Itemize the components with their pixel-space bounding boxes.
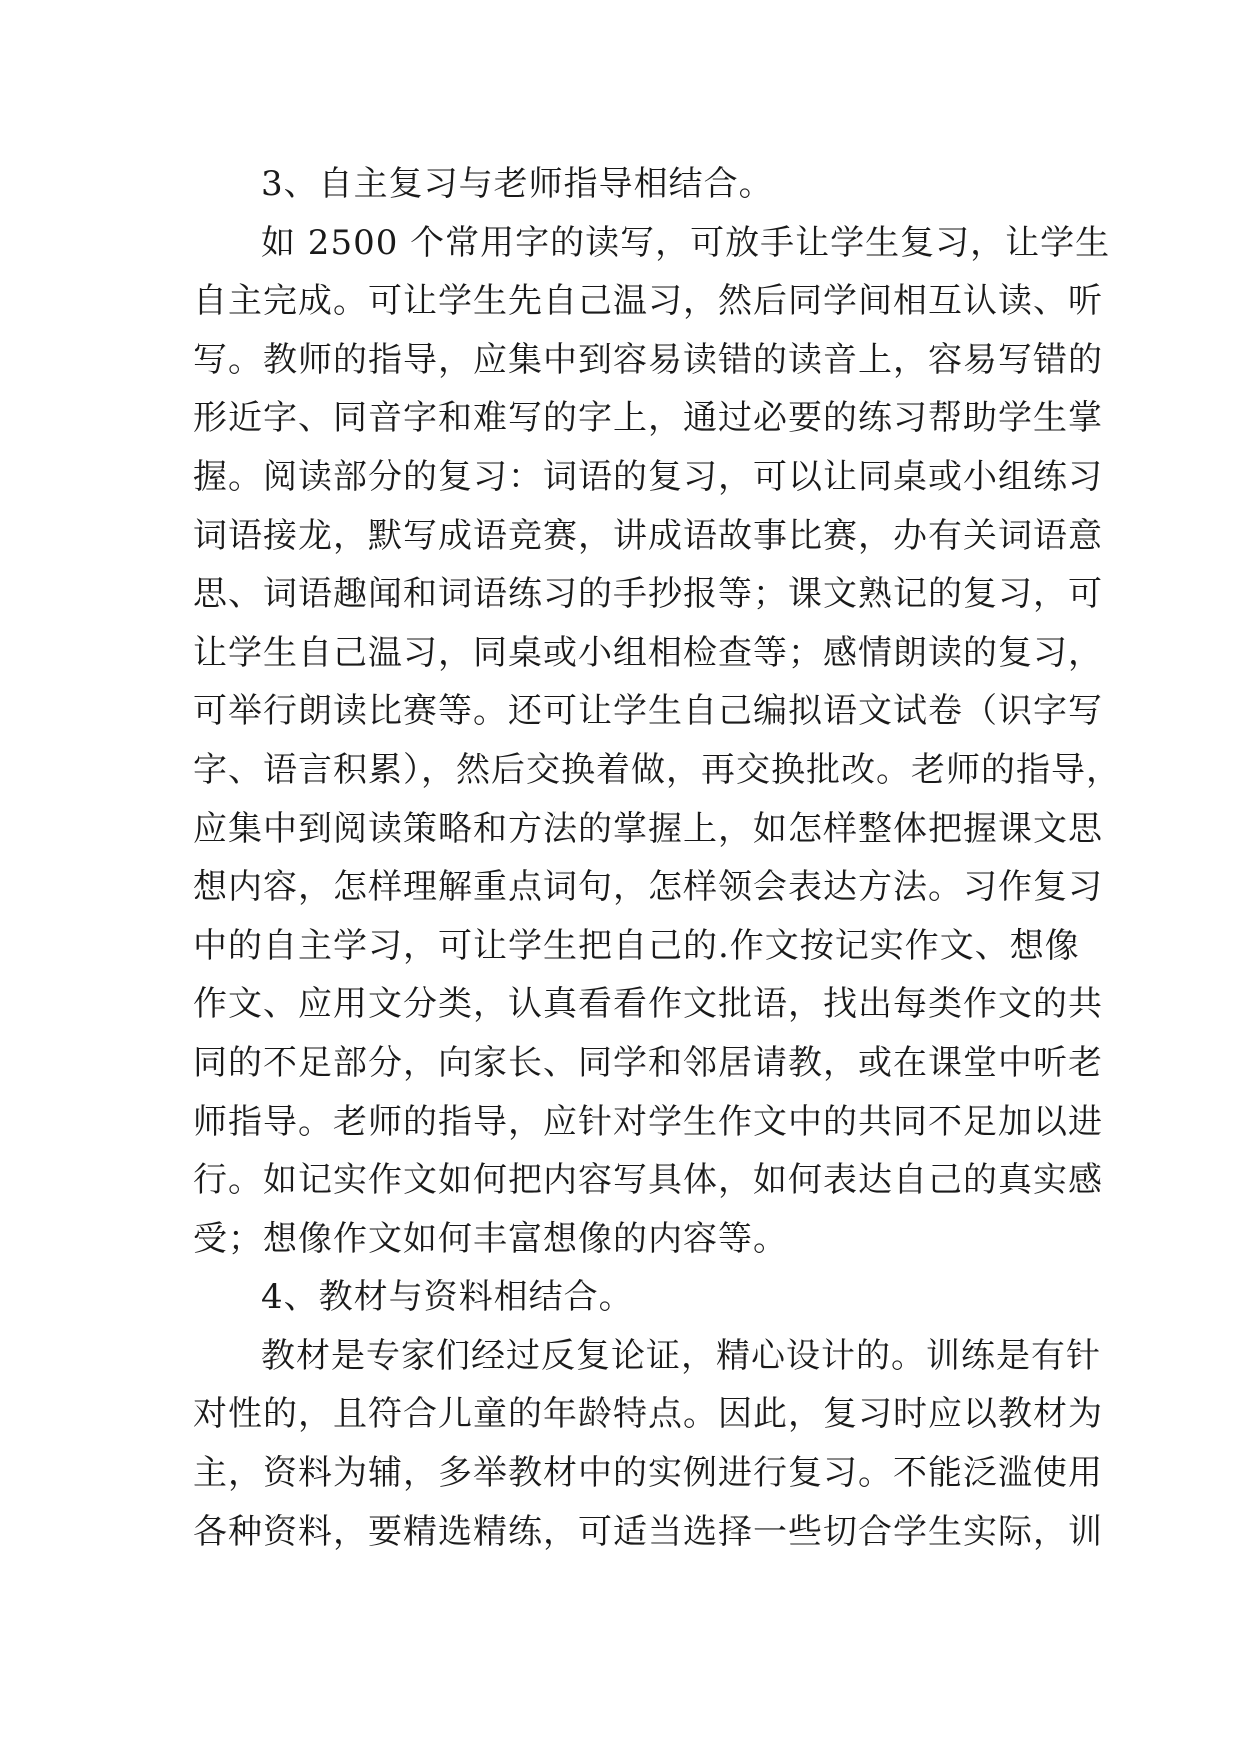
text-line: 教材是专家们经过反复论证，精心设计的。训练是有针 <box>261 1335 1101 1376</box>
body-text <box>193 155 1121 1561</box>
text-line: 让学生自己温习，同桌或小组相检查等；感情朗读的复习， <box>193 632 1103 673</box>
text-line: 想内容，怎样理解重点词句，怎样领会表达方法。习作复习 <box>193 867 1103 908</box>
text-line: 如 2500 个常用字的读写，可放手让学生复习，让学生 <box>261 222 1111 263</box>
text-line: 作文、应用文分类，认真看看作文批语，找出每类作文的共 <box>193 984 1103 1025</box>
text-line: 3、自主复习与老师指导相结合。 <box>261 164 774 204</box>
text-line: 可举行朗读比赛等。还可让学生自己编拟语文试卷（识字写 <box>193 691 1103 732</box>
text-line: 主，资料为辅，多举教材中的实例进行复习。不能泛滥使用 <box>193 1453 1103 1494</box>
text-line: 写。教师的指导，应集中到容易读错的读音上，容易写错的 <box>193 339 1103 380</box>
text-line: 自主完成。可让学生先自己温习，然后同学间相互认读、听 <box>193 281 1103 322</box>
text-line: 形近字、同音字和难写的字上，通过必要的练习帮助学生掌 <box>193 398 1103 439</box>
text-line: 思、词语趣闻和词语练习的手抄报等；课文熟记的复习，可 <box>193 574 1103 615</box>
text-line: 词语接龙，默写成语竞赛，讲成语故事比赛，办有关词语意 <box>193 515 1103 556</box>
text-line: 行。如记实作文如何把内容写具体，如何表达自己的真实感 <box>193 1160 1103 1201</box>
text-line: 师指导。老师的指导，应针对学生作文中的共同不足加以进 <box>193 1101 1103 1142</box>
text-line: 握。阅读部分的复习：词语的复习，可以让同桌或小组练习 <box>193 456 1103 497</box>
text-line: 字、语言积累），然后交换着做，再交换批改。老师的指导， <box>193 749 1121 790</box>
text-line: 4、教材与资料相结合。 <box>261 1277 634 1318</box>
text-line: 应集中到阅读策略和方法的掌握上，如怎样整体把握课文思 <box>193 808 1103 849</box>
text-line: 各种资料，要精选精练，可适当选择一些切合学生实际，训 <box>193 1511 1103 1552</box>
text-line: 受；想像作文如何丰富想像的内容等。 <box>193 1218 788 1259</box>
text-line: 中的自主学习，可让学生把自己的.作文按记实作文、想像 <box>193 925 1080 966</box>
text-line: 对性的，且符合儿童的年龄特点。因此，复习时应以教材为 <box>193 1394 1103 1435</box>
text-line: 同的不足部分，向家长、同学和邻居请教，或在课堂中听老 <box>193 1042 1103 1083</box>
